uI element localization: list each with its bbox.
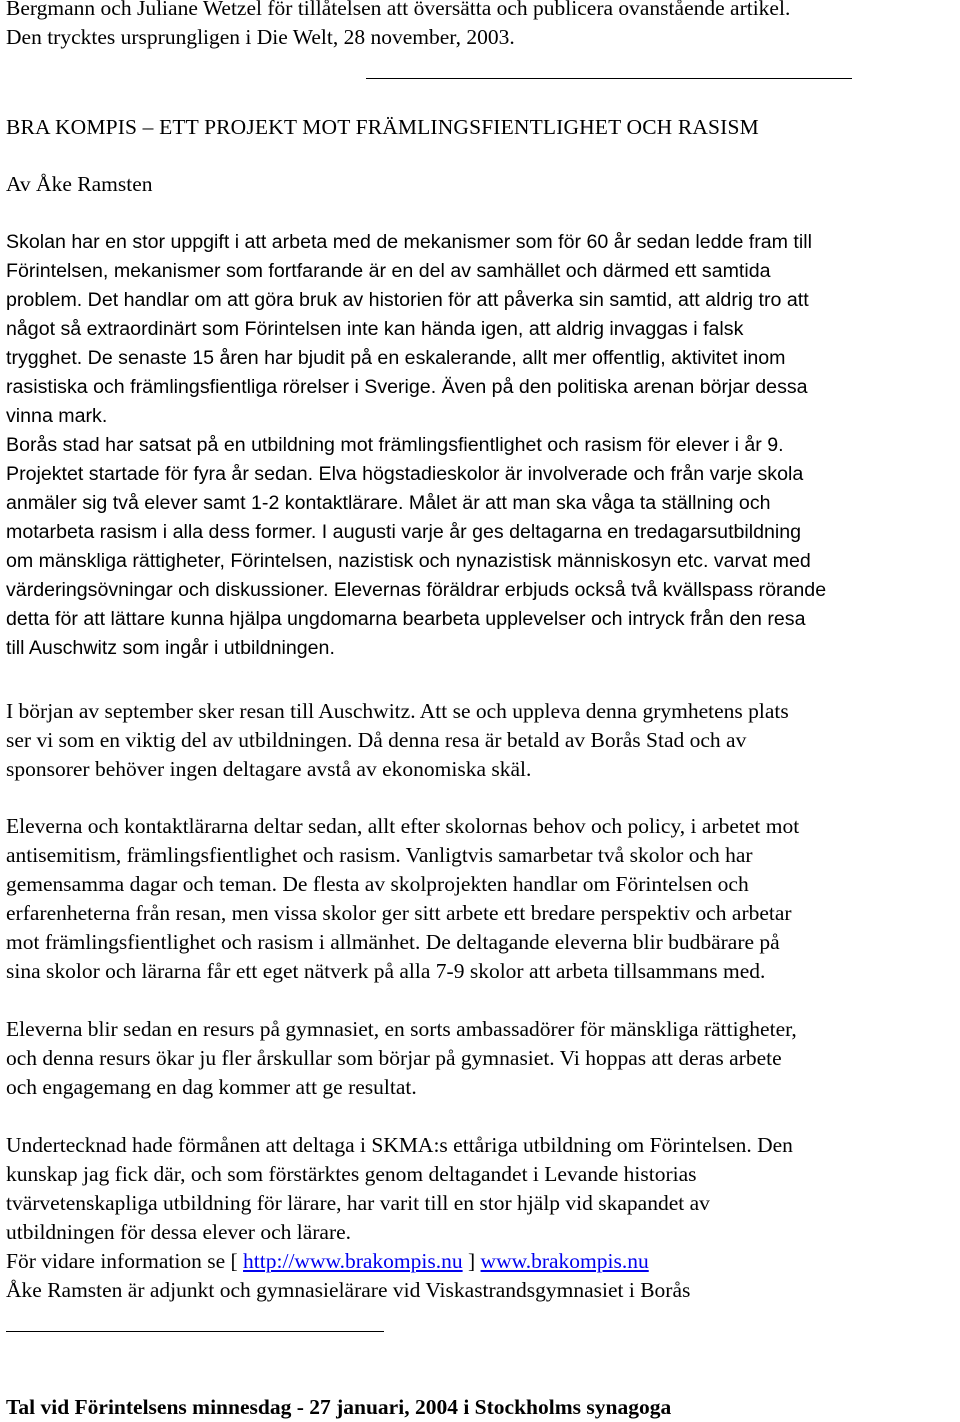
text-line: I början av september sker resan till Auschwitz. Att se och uppleva denna grymhetens plats [6,699,789,723]
paragraph-1 [6,228,826,663]
text-line: Förintelsen, mekanismer som fortfarande är en del av samhället och därmed ett samtida [6,260,771,282]
text-line: antisemitism, främlingsfientlighet och rasism. Vanligtvis samarbetar två skolor och har [6,843,753,867]
paragraph-3 [6,812,799,986]
text-line: Den trycktes ursprungligen i Die Welt, 28 november, 2003. [6,25,515,49]
text-line: tvärvetenskapliga utbildning för lärare, har varit till en stor hjälp vid skapandet av [6,1191,710,1215]
text-line: om mänskliga rättigheter, Förintelsen, nazistisk och nynazistisk människosyn etc. varvat med [6,550,811,572]
text-line: och engagemang en dag kommer att ge resultat. [6,1075,417,1099]
text-line: Bergmann och Juliane Wetzel för tillåtelsen att översätta och publicera ovanstående artikel. [6,0,791,20]
text-line: trygghet. De senaste 15 åren har bjudit på en eskalerande, allt mer offentlig, aktivitet inom [6,347,786,369]
text-line: Eleverna blir sedan en resurs på gymnasiet, en sorts ambassadörer för mänskliga rättigheter, [6,1017,797,1041]
info-middle: ] [462,1249,481,1273]
paragraph-4 [6,1015,797,1102]
text-line: kunskap jag fick där, och som förstärktes genom deltagandet i Levande historias [6,1162,697,1186]
text-line: gemensamma dagar och teman. De flesta av skolprojekten handlar om Förintelsen och [6,872,749,896]
text-line: utbildningen för dessa elever och lärare. [6,1220,352,1244]
text-line: sina skolor och lärarna får ett eget nätverk på alla 7-9 skolor att arbeta tillsammans med. [6,959,766,983]
text-line: motarbeta rasism i alla dess former. I augusti varje år ges deltagarna en tredagarsutbildning [6,521,802,543]
intro-text [6,0,790,52]
text-line: ser vi som en viktig del av utbildningen. Då denna resa är betald av Borås Stad och av [6,728,747,752]
text-line: värderingsövningar och diskussioner. Elevernas föräldrar erbjuds också två kvällspass rörande [6,579,827,601]
text-line: Skolan har en stor uppgift i att arbeta med de mekanismer som för 60 år sedan ledde fram till [6,231,812,253]
text-line: Undertecknad hade förmånen att deltaga i SKMA:s ettåriga utbildning om Förintelsen. Den [6,1133,793,1157]
text-line: och denna resurs ökar ju fler årskullar som börjar på gymnasiet. Vi hoppas att deras arbete [6,1046,782,1070]
text-line: mot främlingsfientlighet och rasism i allmänhet. De deltagande eleverna blir budbärare på [6,930,780,954]
text-line: något så extraordinärt som Förintelsen inte kan hända igen, att aldrig invaggas i falsk [6,318,744,340]
text-line: till Auschwitz som ingår i utbildningen. [6,637,335,659]
info-prefix: För vidare information se [ [6,1249,244,1273]
top-divider [366,78,852,79]
text-line: sponsorer behöver ingen deltagare avstå av ekonomiska skäl. [6,757,532,781]
brakompis-link-short[interactable]: www.brakompis.nu [480,1249,649,1273]
text-line: vinna mark. [6,405,108,427]
article-heading: BRA KOMPIS – ETT PROJEKT MOT FRÄMLINGSFIENTLIGHET OCH RASISM [6,115,759,139]
text-line: Eleverna och kontaktlärarna deltar sedan, allt efter skolornas behov och policy, i arbetet mot [6,814,800,838]
text-line: rasistiska och främlingsfientliga rörelser i Sverige. Även på den politiska arenan börjar dessa [6,376,808,398]
paragraph-5 [6,1131,793,1305]
info-line [6,1247,793,1276]
paragraph-2 [6,697,789,784]
text-line: problem. Det handlar om att göra bruk av historien för att påverka sin samtid, att aldrig tro att [6,289,809,311]
text-line: anmäler sig två elever samt 1-2 kontaktlärare. Målet är att man ska våga ta ställning och [6,492,771,514]
text-line: Borås stad har satsat på en utbildning mot främlingsfientlighet och rasism för elever i år 9. [6,434,784,456]
text-line: detta för att lättare kunna hjälpa ungdomarna bearbeta upplevelser och intryck från den resa [6,608,806,630]
speech-title: Tal vid Förintelsens minnesdag - 27 januari, 2004 i Stockholms synagoga [6,1395,672,1419]
text-line: erfarenheterna från resan, men vissa skolor ger sitt arbete ett bredare perspektiv och arbetar [6,901,792,925]
article-author: Av Åke Ramsten [6,172,153,196]
bottom-divider [6,1331,384,1332]
author-bio: Åke Ramsten är adjunkt och gymnasielärare vid Viskastrandsgymnasiet i Borås [6,1278,691,1302]
text-line: Projektet startade för fyra år sedan. Elva högstadieskolor är involverade och från varje skola [6,463,804,485]
brakompis-link-full[interactable]: http://www.brakompis.nu [243,1249,463,1273]
